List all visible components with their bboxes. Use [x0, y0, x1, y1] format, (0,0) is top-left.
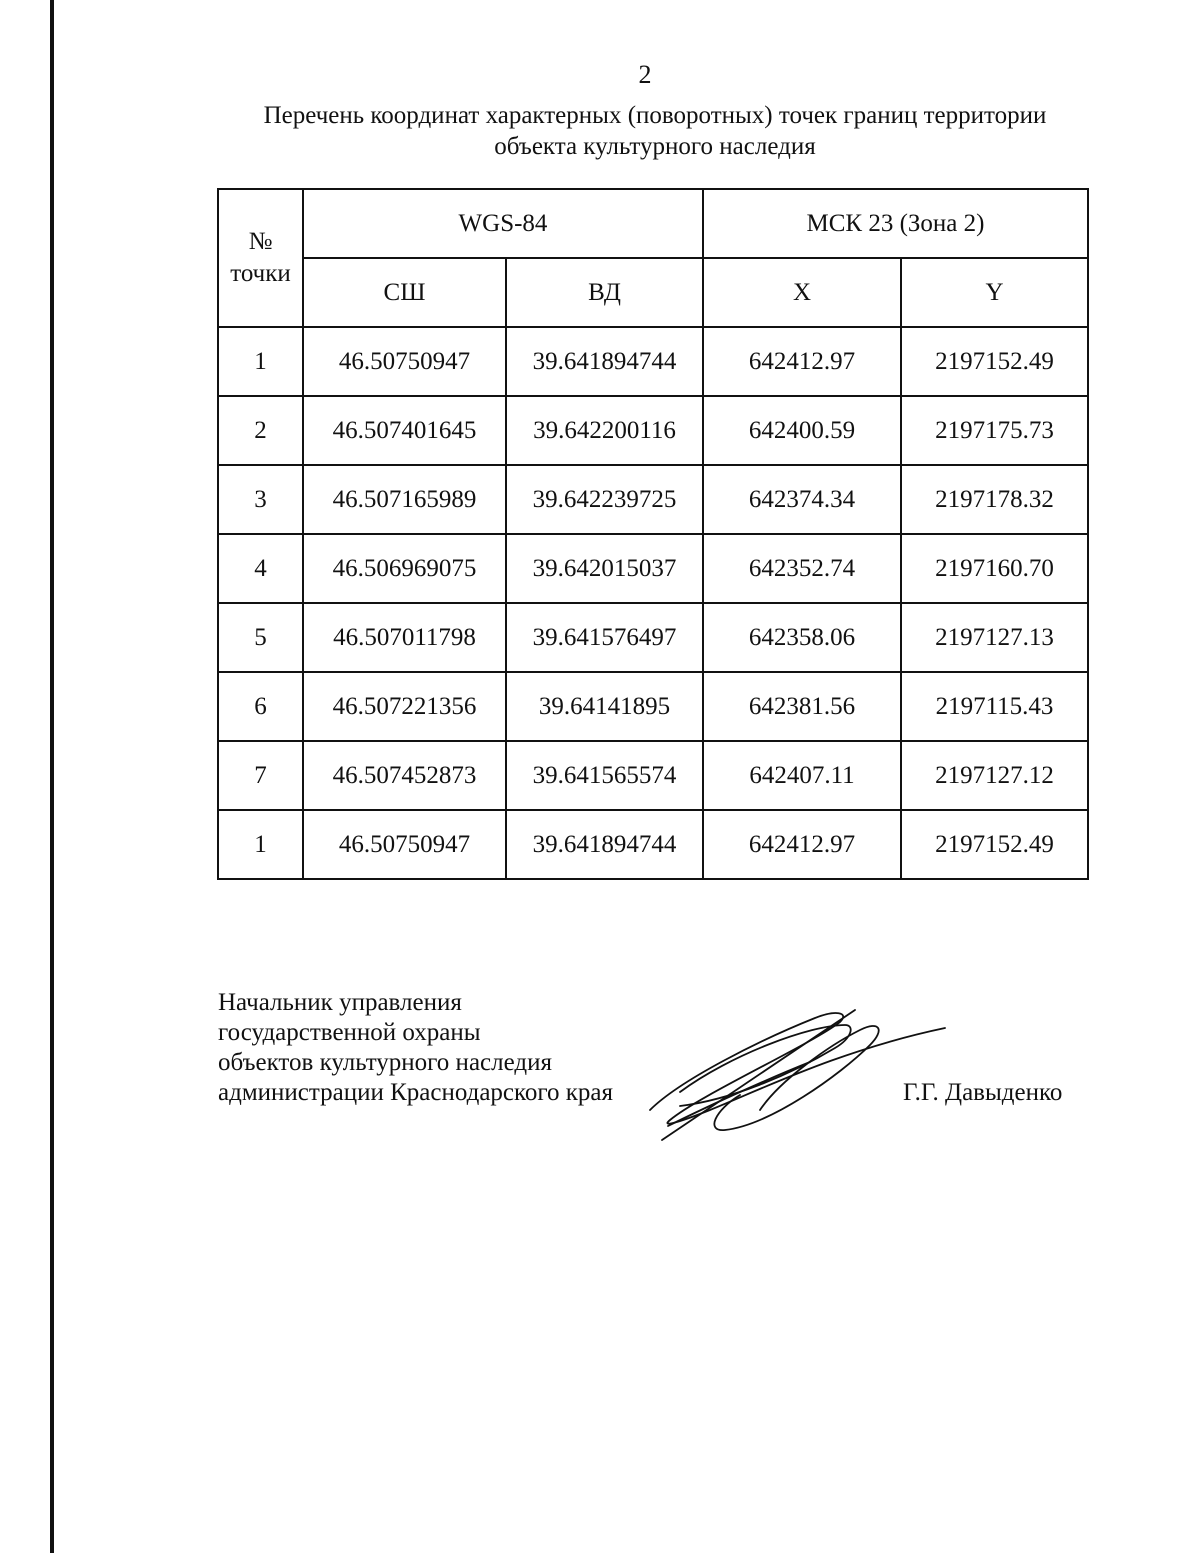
cell-x: 642358.06 [703, 603, 901, 672]
cell-point: 3 [218, 465, 303, 534]
table-row [218, 396, 1088, 465]
header-latitude: СШ [303, 258, 506, 327]
coordinates-table [217, 188, 1089, 880]
cell-latitude: 46.50750947 [303, 810, 506, 879]
header-group-wgs: WGS-84 [303, 189, 703, 258]
position-line-2: государственной охраны [218, 1019, 481, 1046]
signer-name: Г.Г. Давыденко [903, 1079, 1063, 1106]
cell-latitude: 46.507165989 [303, 465, 506, 534]
cell-x: 642400.59 [703, 396, 901, 465]
cell-point: 1 [218, 327, 303, 396]
cell-latitude: 46.507452873 [303, 741, 506, 810]
table-header-row-2 [218, 258, 1088, 327]
header-longitude: ВД [506, 258, 703, 327]
cell-latitude: 46.507401645 [303, 396, 506, 465]
document-title [220, 100, 1090, 162]
cell-y: 2197127.12 [901, 741, 1088, 810]
cell-latitude: 46.507221356 [303, 672, 506, 741]
cell-x: 642412.97 [703, 810, 901, 879]
cell-longitude: 39.642015037 [506, 534, 703, 603]
cell-x: 642352.74 [703, 534, 901, 603]
signatory-position [218, 988, 613, 1108]
table-row [218, 465, 1088, 534]
header-point-symbol: № [248, 228, 273, 255]
table-row [218, 327, 1088, 396]
cell-point: 6 [218, 672, 303, 741]
cell-y: 2197178.32 [901, 465, 1088, 534]
handwritten-signature [640, 1000, 960, 1150]
cell-longitude: 39.642239725 [506, 465, 703, 534]
cell-longitude: 39.641894744 [506, 810, 703, 879]
cell-point: 2 [218, 396, 303, 465]
position-line-1: Начальник управления [218, 989, 462, 1016]
cell-point: 1 [218, 810, 303, 879]
table-row [218, 810, 1088, 879]
cell-y: 2197152.49 [901, 327, 1088, 396]
header-point-label: точки [230, 260, 291, 287]
cell-y: 2197152.49 [901, 810, 1088, 879]
table-row [218, 603, 1088, 672]
header-group-msk: МСК 23 (Зона 2) [703, 189, 1088, 258]
cell-longitude: 39.64141895 [506, 672, 703, 741]
title-line-1: Перечень координат характерных (поворотных) точек границ территории [263, 102, 1047, 129]
table-header-row-1 [218, 189, 1088, 258]
cell-latitude: 46.50750947 [303, 327, 506, 396]
header-x: X [703, 258, 901, 327]
header-y: Y [901, 258, 1088, 327]
position-line-3: объектов культурного наследия [218, 1049, 552, 1076]
cell-latitude: 46.507011798 [303, 603, 506, 672]
position-line-4: администрации Краснодарского края [218, 1079, 614, 1106]
cell-point: 4 [218, 534, 303, 603]
cell-x: 642374.34 [703, 465, 901, 534]
cell-x: 642412.97 [703, 327, 901, 396]
cell-x: 642381.56 [703, 672, 901, 741]
cell-longitude: 39.641894744 [506, 327, 703, 396]
table-row [218, 534, 1088, 603]
title-line-2: объекта культурного наследия [494, 133, 816, 160]
table-row [218, 741, 1088, 810]
cell-point: 5 [218, 603, 303, 672]
page-number: 2 [638, 60, 652, 89]
cell-point: 7 [218, 741, 303, 810]
table-row [218, 672, 1088, 741]
cell-y: 2197127.13 [901, 603, 1088, 672]
cell-longitude: 39.641565574 [506, 741, 703, 810]
cell-y: 2197160.70 [901, 534, 1088, 603]
cell-y: 2197175.73 [901, 396, 1088, 465]
header-point-number [218, 189, 303, 327]
cell-longitude: 39.641576497 [506, 603, 703, 672]
cell-y: 2197115.43 [901, 672, 1088, 741]
cell-longitude: 39.642200116 [506, 396, 703, 465]
scan-edge-line [50, 0, 54, 1553]
cell-latitude: 46.506969075 [303, 534, 506, 603]
cell-x: 642407.11 [703, 741, 901, 810]
